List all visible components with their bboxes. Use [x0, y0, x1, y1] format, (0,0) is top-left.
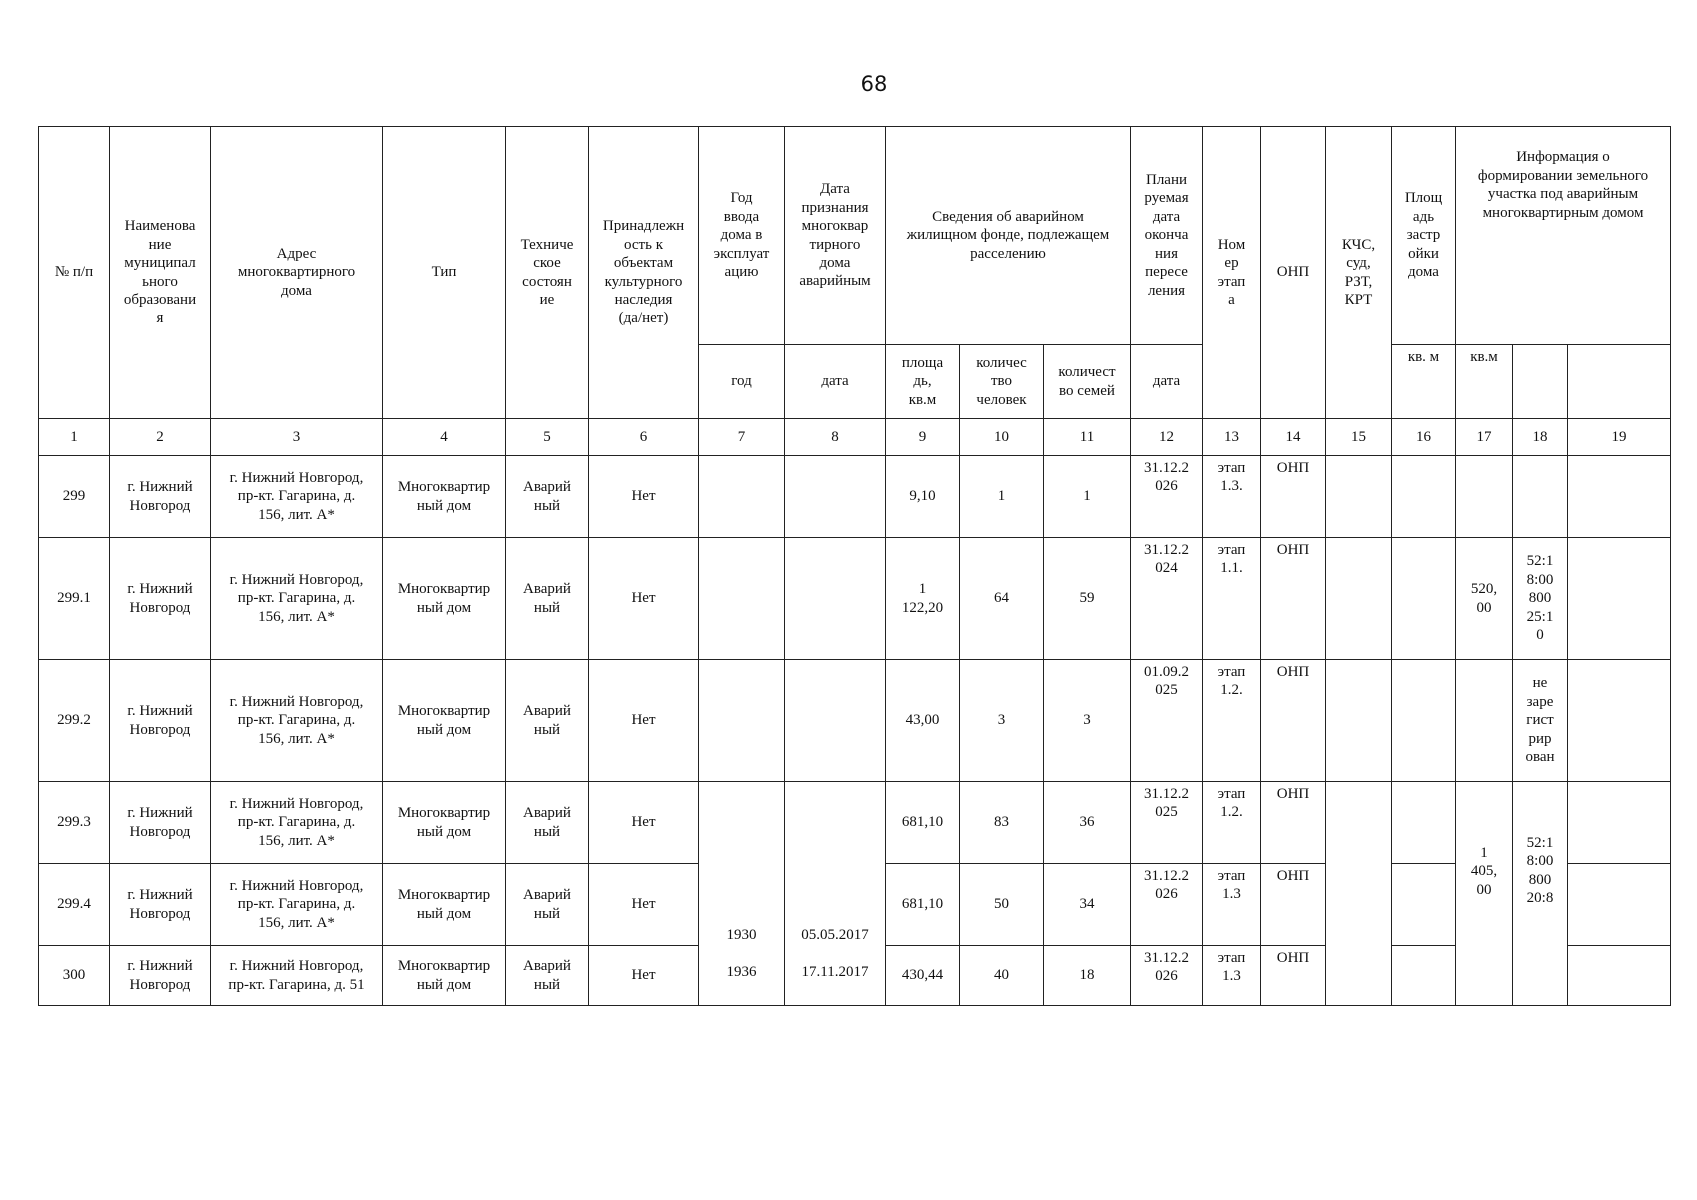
- cell-state: Аварий ный: [506, 946, 589, 1006]
- emergency-housing-table: [38, 126, 1671, 1006]
- column-number: 19: [1568, 419, 1671, 456]
- cell-type: Многоквартир ный дом: [383, 456, 506, 538]
- table-row: [39, 538, 1671, 660]
- cell-cadastral: не заре гист рир ован: [1513, 660, 1568, 782]
- header-recognition-date: Дата признания многоквар тирного дома аварийным: [785, 127, 886, 345]
- header-municipality: Наименова ние муниципал ьного образовани я: [110, 127, 211, 419]
- cell-type: Многоквартир ный дом: [383, 660, 506, 782]
- column-number-row: [39, 419, 1671, 456]
- cell-families: 1: [1044, 456, 1131, 538]
- header-land-plot-info: [1456, 127, 1671, 345]
- cell-recognition-date-merged: 05.05.2017 17.11.2017: [785, 782, 886, 1006]
- column-number: 14: [1261, 419, 1326, 456]
- cell-num: 299.1: [39, 538, 110, 660]
- header-sub-characteristic: [1568, 345, 1671, 419]
- cell-people: 40: [960, 946, 1044, 1006]
- cell-address: г. Нижний Новгород, пр-кт. Гагарина, д. 156, лит. А*: [211, 456, 383, 538]
- header-planned-end-date: Плани руемая дата оконча ния пересе ления: [1131, 127, 1203, 345]
- header-sub-area: площа дь, кв.м: [886, 345, 960, 419]
- cell-type: Многоквартир ный дом: [383, 782, 506, 864]
- cell-heritage: Нет: [589, 782, 699, 864]
- cell-area: 43,00: [886, 660, 960, 782]
- header-sub-cadastral: [1513, 345, 1568, 419]
- cell-year-merged: 1930 1936: [699, 782, 785, 1006]
- cell-end-date: 31.12.2 026: [1131, 864, 1203, 946]
- cell-municipality: г. Нижний Новгород: [110, 538, 211, 660]
- cell-area: 681,10: [886, 864, 960, 946]
- column-number: 12: [1131, 419, 1203, 456]
- cell-plot-area-merged: 1 405, 00: [1456, 782, 1513, 1006]
- cell-num: 299.3: [39, 782, 110, 864]
- cell-characteristic: [1568, 864, 1671, 946]
- cell-type: Многоквартир ный дом: [383, 946, 506, 1006]
- column-number: 16: [1392, 419, 1456, 456]
- cell-heritage: Нет: [589, 864, 699, 946]
- column-number: 15: [1326, 419, 1392, 456]
- cell-people: 3: [960, 660, 1044, 782]
- column-number: 17: [1456, 419, 1513, 456]
- cell-recognition-date: [785, 660, 886, 782]
- cell-municipality: г. Нижний Новгород: [110, 660, 211, 782]
- cell-state: Аварий ный: [506, 538, 589, 660]
- cell-kchs: [1326, 538, 1392, 660]
- cell-municipality: г. Нижний Новгород: [110, 456, 211, 538]
- cell-stage: этап 1.3: [1203, 864, 1261, 946]
- column-number: 10: [960, 419, 1044, 456]
- cell-plot-area: [1456, 456, 1513, 538]
- header-sub-end-date: дата: [1131, 345, 1203, 419]
- cell-building-area: [1392, 946, 1456, 1006]
- cell-stage: этап 1.2.: [1203, 660, 1261, 782]
- cell-municipality: г. Нижний Новгород: [110, 782, 211, 864]
- cell-characteristic: [1568, 456, 1671, 538]
- column-number: 11: [1044, 419, 1131, 456]
- cell-end-date: 31.12.2 025: [1131, 782, 1203, 864]
- cell-area: 9,10: [886, 456, 960, 538]
- header-sub-plot-area-unit: кв.м: [1456, 345, 1513, 419]
- cell-onp: ОНП: [1261, 946, 1326, 1006]
- cell-area: 681,10: [886, 782, 960, 864]
- cell-families: 59: [1044, 538, 1131, 660]
- cell-cadastral: 52:1 8:00 800 25:1 0: [1513, 538, 1568, 660]
- cell-end-date: 31.12.2 024: [1131, 538, 1203, 660]
- cell-heritage: Нет: [589, 538, 699, 660]
- cell-year: [699, 660, 785, 782]
- cell-municipality: г. Нижний Новгород: [110, 946, 211, 1006]
- cell-characteristic: [1568, 946, 1671, 1006]
- cell-building-area: [1392, 456, 1456, 538]
- cell-stage: этап 1.2.: [1203, 782, 1261, 864]
- cell-onp: ОНП: [1261, 864, 1326, 946]
- cell-stage: этап 1.1.: [1203, 538, 1261, 660]
- cell-kchs: [1326, 456, 1392, 538]
- cell-state: Аварий ный: [506, 456, 589, 538]
- cell-onp: ОНП: [1261, 782, 1326, 864]
- cell-num: 299.4: [39, 864, 110, 946]
- header-sub-families: количест во семей: [1044, 345, 1131, 419]
- cell-stage: этап 1.3: [1203, 946, 1261, 1006]
- cell-onp: ОНП: [1261, 660, 1326, 782]
- header-commission-year: Год ввода дома в эксплуат ацию: [699, 127, 785, 345]
- cell-address: г. Нижний Новгород, пр-кт. Гагарина, д. 156, лит. А*: [211, 538, 383, 660]
- header-heritage: Принадлежн ость к объектам культурного наследия (да/нет): [589, 127, 699, 419]
- header-sub-year: год: [699, 345, 785, 419]
- cell-plot-area: 520, 00: [1456, 538, 1513, 660]
- column-number: 4: [383, 419, 506, 456]
- header-building-area: Площ адь застр ойки дома: [1392, 127, 1456, 345]
- cell-address: г. Нижний Новгород, пр-кт. Гагарина, д. 156, лит. А*: [211, 660, 383, 782]
- column-number: 5: [506, 419, 589, 456]
- cell-recognition-date: [785, 456, 886, 538]
- cell-end-date: 01.09.2 025: [1131, 660, 1203, 782]
- cell-address: г. Нижний Новгород, пр-кт. Гагарина, д. 51: [211, 946, 383, 1006]
- header-land-plot-title: Информация о формировании земельного участка под аварийным многоквартирным домом: [1477, 149, 1649, 221]
- column-number: 3: [211, 419, 383, 456]
- cell-families: 3: [1044, 660, 1131, 782]
- column-number: 6: [589, 419, 699, 456]
- cell-characteristic: [1568, 782, 1671, 864]
- column-number: 8: [785, 419, 886, 456]
- cell-heritage: Нет: [589, 946, 699, 1006]
- cell-year: [699, 456, 785, 538]
- header-stage: Ном ер этап а: [1203, 127, 1261, 419]
- header-emergency-fund: Сведения об аварийном жилищном фонде, подлежащем расселению: [886, 127, 1131, 345]
- cell-characteristic: [1568, 660, 1671, 782]
- cell-cadastral: [1513, 456, 1568, 538]
- cell-state: Аварий ный: [506, 864, 589, 946]
- cell-people: 1: [960, 456, 1044, 538]
- cell-municipality: г. Нижний Новгород: [110, 864, 211, 946]
- table-row: [39, 782, 1671, 864]
- cell-people: 50: [960, 864, 1044, 946]
- column-number: 18: [1513, 419, 1568, 456]
- cell-num: 300: [39, 946, 110, 1006]
- cell-heritage: Нет: [589, 660, 699, 782]
- cell-end-date: 31.12.2 026: [1131, 456, 1203, 538]
- column-number: 2: [110, 419, 211, 456]
- header-sub-date: дата: [785, 345, 886, 419]
- header-kchs: КЧС, суд, РЗТ, КРТ: [1326, 127, 1392, 419]
- cell-type: Многоквартир ный дом: [383, 864, 506, 946]
- cell-stage: этап 1.3.: [1203, 456, 1261, 538]
- cell-building-area: [1392, 538, 1456, 660]
- cell-cadastral-merged: 52:1 8:00 800 20:8: [1513, 782, 1568, 1006]
- cell-heritage: Нет: [589, 456, 699, 538]
- cell-people: 83: [960, 782, 1044, 864]
- cell-num: 299: [39, 456, 110, 538]
- column-number: 1: [39, 419, 110, 456]
- cell-families: 34: [1044, 864, 1131, 946]
- header-sub-building-area-unit: кв. м: [1392, 345, 1456, 419]
- cell-type: Многоквартир ный дом: [383, 538, 506, 660]
- header-onp: ОНП: [1261, 127, 1326, 419]
- cell-address: г. Нижний Новгород, пр-кт. Гагарина, д. 156, лит. А*: [211, 782, 383, 864]
- header-type: Тип: [383, 127, 506, 419]
- cell-people: 64: [960, 538, 1044, 660]
- header-num: № п/п: [39, 127, 110, 419]
- table-row: [39, 660, 1671, 782]
- page-number: 68: [860, 72, 888, 96]
- cell-building-area: [1392, 864, 1456, 946]
- cell-building-area: [1392, 660, 1456, 782]
- cell-end-date: 31.12.2 026: [1131, 946, 1203, 1006]
- cell-recognition-date: [785, 538, 886, 660]
- header-tech-state: Техниче ское состоян ие: [506, 127, 589, 419]
- cell-state: Аварий ный: [506, 782, 589, 864]
- cell-num: 299.2: [39, 660, 110, 782]
- cell-plot-area: [1456, 660, 1513, 782]
- cell-families: 36: [1044, 782, 1131, 864]
- cell-area: 1 122,20: [886, 538, 960, 660]
- cell-state: Аварий ный: [506, 660, 589, 782]
- cell-year: [699, 538, 785, 660]
- header-address: Адрес многоквартирного дома: [211, 127, 383, 419]
- cell-families: 18: [1044, 946, 1131, 1006]
- cell-onp: ОНП: [1261, 456, 1326, 538]
- column-number: 7: [699, 419, 785, 456]
- cell-building-area: [1392, 782, 1456, 864]
- header-row-main: [39, 127, 1671, 345]
- cell-kchs: [1326, 660, 1392, 782]
- cell-kchs: [1326, 782, 1392, 1006]
- cell-area: 430,44: [886, 946, 960, 1006]
- column-number: 13: [1203, 419, 1261, 456]
- cell-onp: ОНП: [1261, 538, 1326, 660]
- cell-address: г. Нижний Новгород, пр-кт. Гагарина, д. 156, лит. А*: [211, 864, 383, 946]
- column-number: 9: [886, 419, 960, 456]
- cell-characteristic: [1568, 538, 1671, 660]
- header-sub-people: количес тво человек: [960, 345, 1044, 419]
- table-row: [39, 456, 1671, 538]
